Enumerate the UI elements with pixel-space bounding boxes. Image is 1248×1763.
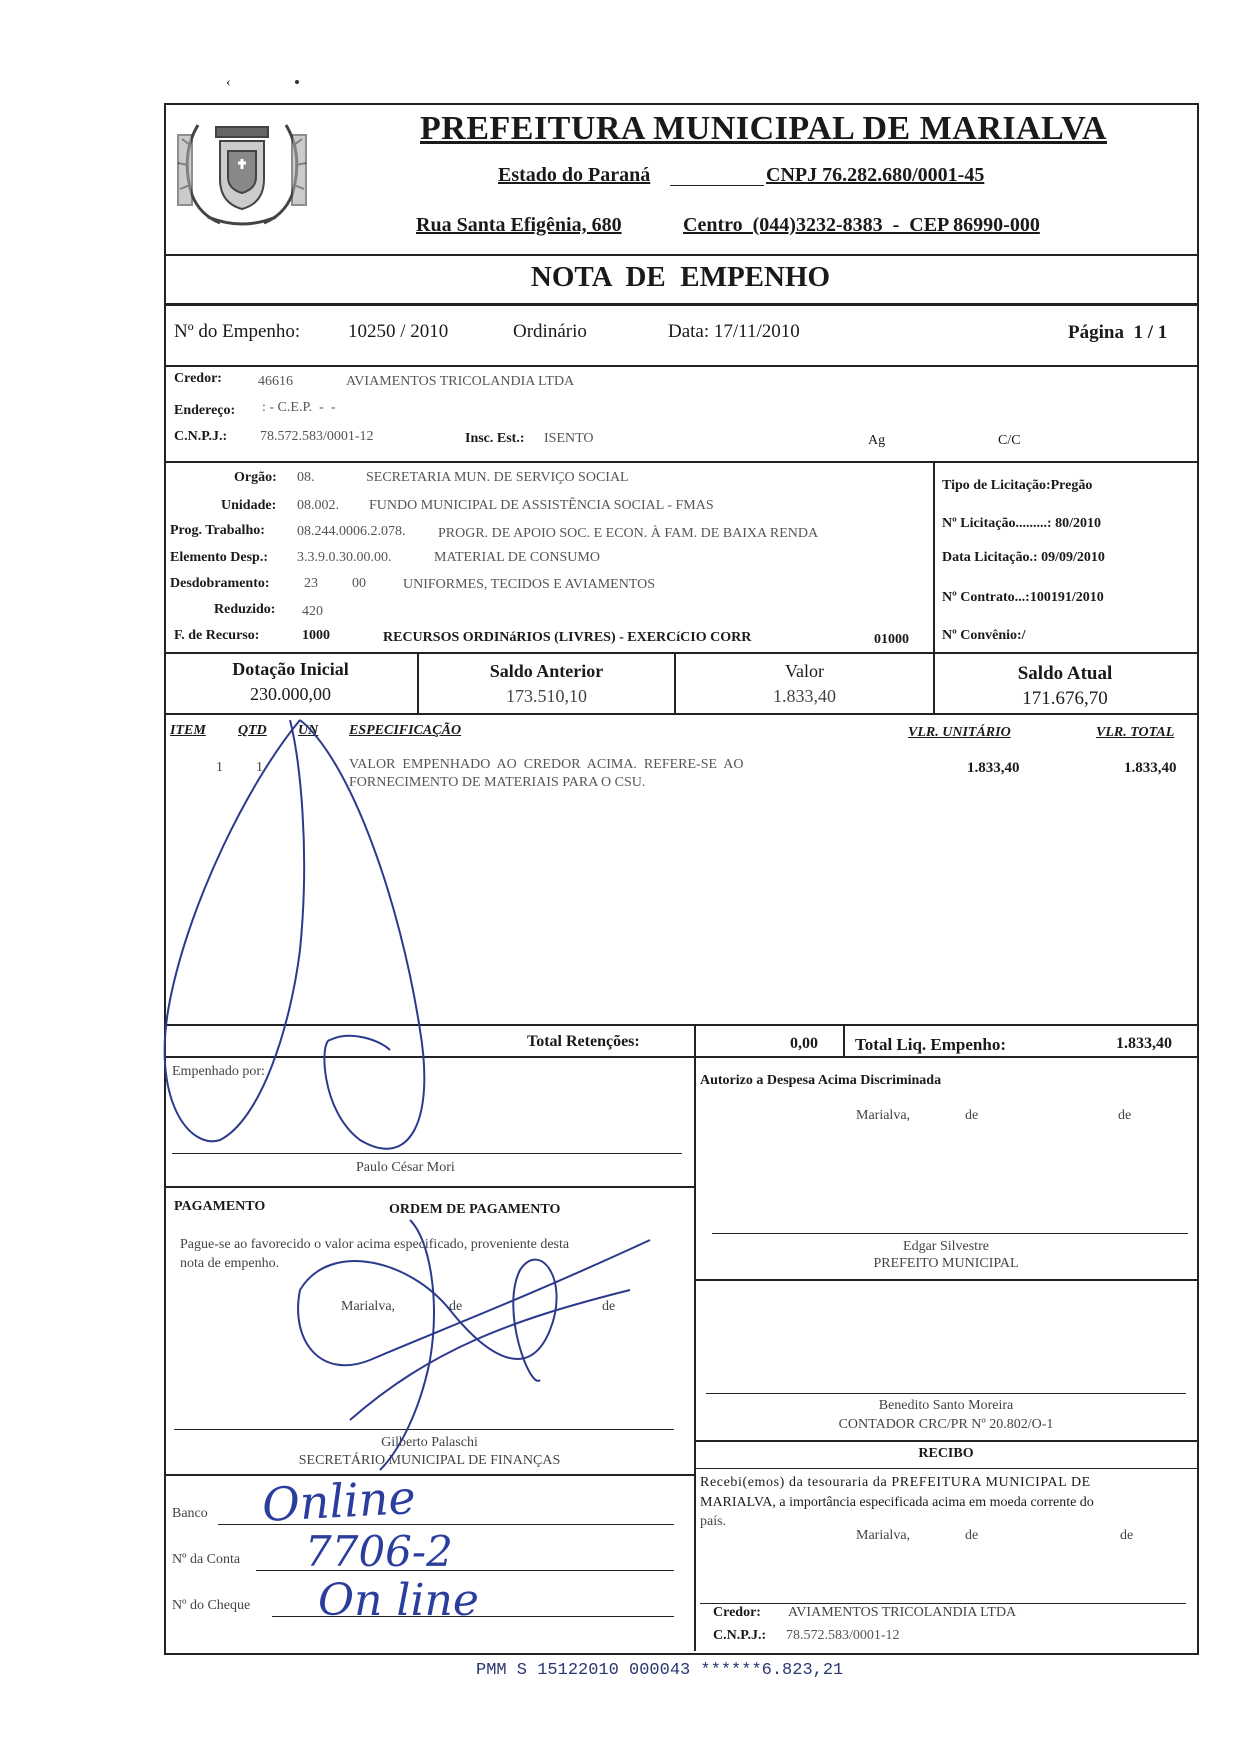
retencoes-value: 0,00 (790, 1035, 818, 1052)
pagamento-label: PAGAMENTO (174, 1199, 266, 1214)
pagamento-text-1: Pague-se ao favorecido o valor acima especificado, proveniente desta (180, 1237, 570, 1252)
empenhado-name: Paulo César Mori (356, 1160, 455, 1175)
empenho-date: Data: 17/11/2010 (668, 321, 800, 342)
divider (164, 254, 1197, 256)
credor-name: AVIAMENTOS TRICOLANDIA LTDA (346, 374, 575, 389)
autorizo-city: Marialva, (856, 1108, 911, 1123)
prefeito-name: Edgar Silvestre (903, 1239, 989, 1254)
cheque-label: Nº do Cheque (172, 1598, 251, 1613)
item-number: 1 (216, 760, 223, 775)
coat-of-arms-icon (168, 105, 316, 240)
licitacao-divider (933, 461, 935, 653)
empenho-label: Nº do Empenho: (174, 321, 301, 342)
contador-name: Benedito Santo Moreira (878, 1398, 1014, 1413)
footer-code: PMM S 15122010 000043 ******6.823,21 (476, 1661, 844, 1680)
desdobramento-name: UNIFORMES, TECIDOS E AVIAMENTOS (403, 577, 656, 592)
orgao-code: 08. (297, 470, 315, 485)
elemento-label: Elemento Desp.: (170, 550, 268, 565)
recibo-text-1: Recebi(emos) da tesouraria da PREFEITURA MUNICIPAL DE (700, 1475, 1091, 1490)
divider (694, 1468, 1197, 1469)
conta-label: Nº da Conta (172, 1552, 241, 1567)
sign-line (712, 1233, 1188, 1234)
autorizo-label: Autorizo a Despesa Acima Discriminada (700, 1073, 942, 1088)
banco-label: Banco (172, 1506, 208, 1521)
unidade-label: Unidade: (221, 498, 277, 513)
insc-label: Insc. Est.: (465, 431, 525, 446)
insc-value: ISENTO (544, 431, 594, 446)
contador-title: CONTADOR CRC/PR Nº 20.802/O-1 (838, 1417, 1054, 1432)
item-qtd: 1 (256, 760, 263, 775)
saldo-atual-label: Saldo Atual (1017, 663, 1113, 684)
page-number: Página 1 / 1 (1068, 322, 1168, 343)
prog-name: PROGR. DE APOIO SOC. E ECON. À FAM. DE BAIXA RENDA (438, 526, 819, 541)
divider (694, 1279, 1197, 1281)
unidade-code: 08.002. (297, 498, 339, 513)
pagamento-city: Marialva, (341, 1299, 396, 1314)
recurso-code2: 01000 (874, 632, 909, 647)
col-especificacao: ESPECIFICAÇÃO (349, 723, 462, 738)
recibo-text-2: MARIALVA, a importância especificada acima em moeda corrente do (700, 1495, 1094, 1510)
address-value: : - C.E.P. - - (262, 400, 336, 415)
recibo-de1: de (965, 1528, 979, 1543)
autorizo-de1: de (965, 1108, 979, 1123)
reduzido-label: Reduzido: (214, 602, 276, 617)
recibo-title: RECIBO (918, 1446, 974, 1461)
numero-licitacao: Nº Licitação.........: 80/2010 (942, 516, 1101, 531)
empenhado-label: Empenhado por: (172, 1064, 265, 1079)
address-label: Endereço: (174, 403, 236, 418)
signature-pagamento (290, 1180, 670, 1480)
pagamento-de2: de (602, 1299, 616, 1314)
col-vlr-total: VLR. TOTAL (1096, 725, 1175, 740)
sign-line (700, 1603, 1186, 1604)
empenho-number: 10250 / 2010 (348, 321, 449, 342)
divider (694, 1440, 1197, 1442)
col-item: ITEM (170, 723, 206, 738)
secretario-title: SECRETÁRIO MUNICIPAL DE FINANÇAS (298, 1453, 561, 1468)
header-state-underline (670, 185, 764, 186)
elemento-code: 3.3.9.0.30.00.00. (297, 550, 392, 565)
desdobramento-code2: 00 (352, 576, 366, 591)
numero-contrato: Nº Contrato...:100191/2010 (942, 590, 1104, 605)
dotacao-value: 230.000,00 (250, 684, 331, 704)
liquido-value: 1.833,40 (1116, 1035, 1172, 1052)
item-total-value: 1.833,40 (1124, 760, 1177, 776)
orgao-name: SECRETARIA MUN. DE SERVIÇO SOCIAL (366, 470, 629, 485)
divider (164, 303, 1197, 306)
desdobramento-code1: 23 (304, 576, 318, 591)
empenho-type: Ordinário (513, 321, 587, 342)
divider (164, 365, 1197, 367)
ordem-pagamento-label: ORDEM DE PAGAMENTO (389, 1202, 561, 1217)
recibo-city: Marialva, (856, 1528, 911, 1543)
credor-label: Credor: (174, 371, 222, 386)
item-spec-line1: VALOR EMPENHADO AO CREDOR ACIMA. REFERE-SE AO (349, 757, 744, 772)
data-licitacao: Data Licitação.: 09/09/2010 (942, 550, 1105, 565)
sign-line (706, 1393, 1186, 1394)
stray-mark: ‹ (226, 75, 231, 90)
elemento-name: MATERIAL DE CONSUMO (434, 550, 600, 565)
desdobramento-label: Desdobramento: (170, 576, 270, 591)
valor-value: 1.833,40 (773, 686, 836, 706)
col-vlr-unitario: VLR. UNITÁRIO (908, 725, 1011, 740)
header-address: Rua Santa Efigênia, 680 (416, 214, 622, 236)
recurso-name: RECURSOS ORDINáRIOS (LIVRES) - EXERCíCIO CORR (383, 630, 752, 645)
pagamento-text-2: nota de empenho. (180, 1256, 280, 1271)
cnpj-label: C.N.P.J.: (174, 429, 228, 444)
totals-divider (694, 1024, 696, 1056)
reduzido-value: 420 (302, 604, 323, 619)
cc-label: C/C (998, 433, 1021, 448)
prefeito-title: PREFEITO MUNICIPAL (873, 1256, 1019, 1271)
dotacao-label: Dotação Inicial (232, 659, 349, 679)
stray-dot (295, 80, 299, 84)
recibo-cnpj: 78.572.583/0001-12 (786, 1628, 900, 1643)
saldo-atual-value: 171.676,70 (1022, 688, 1108, 709)
col-un: UN (298, 723, 319, 738)
handwritten-cheque: On line (318, 1575, 479, 1626)
cnpj-value: 78.572.583/0001-12 (260, 429, 374, 444)
header-cnpj: CNPJ 76.282.680/0001-45 (766, 164, 985, 186)
header-state: Estado do Paraná (498, 164, 651, 186)
recibo-de2: de (1120, 1528, 1134, 1543)
unidade-name: FUNDO MUNICIPAL DE ASSISTÊNCIA SOCIAL - FMAS (369, 498, 714, 513)
credor-code: 46616 (258, 374, 293, 389)
header-district-phone: Centro (044)3232-8383 - CEP 86990-000 (683, 214, 1040, 236)
prog-label: Prog. Trabalho: (170, 523, 265, 538)
handwritten-banco: Online (260, 1470, 417, 1532)
recurso-label: F. de Recurso: (174, 628, 260, 643)
recibo-credor-label: Credor: (713, 1605, 761, 1620)
autorizo-de2: de (1118, 1108, 1132, 1123)
recibo-cnpj-label: C.N.P.J.: (713, 1628, 767, 1643)
header-title: PREFEITURA MUNICIPAL DE MARIALVA (420, 110, 1107, 147)
recibo-credor: AVIAMENTOS TRICOLANDIA LTDA (788, 1605, 1017, 1620)
item-spec-line2: FORNECIMENTO DE MATERIAIS PARA O CSU. (349, 775, 646, 790)
pagamento-de1: de (449, 1299, 463, 1314)
saldo-anterior-value: 173.510,10 (506, 686, 587, 706)
saldo-anterior-label: Saldo Anterior (489, 661, 604, 681)
recurso-code: 1000 (302, 628, 330, 643)
divider (164, 652, 1197, 654)
retencoes-label: Total Retenções: (527, 1033, 640, 1050)
col-qtd: QTD (238, 723, 267, 738)
signature-empenhado (150, 700, 490, 1180)
valor-label: Valor (785, 661, 824, 681)
prog-code: 08.244.0006.2.078. (297, 524, 406, 539)
totals-divider (843, 1024, 845, 1056)
lower-split (694, 1056, 696, 1651)
divider (164, 461, 1197, 463)
document-title: NOTA DE EMPENHO (530, 261, 831, 293)
item-unit-value: 1.833,40 (967, 760, 1020, 776)
liquido-label: Total Liq. Empenho: (855, 1035, 1006, 1054)
numero-convenio: Nº Convênio:/ (942, 628, 1026, 643)
ag-label: Ag (868, 433, 886, 448)
secretario-name: Gilberto Palaschi (381, 1435, 478, 1450)
orgao-label: Orgão: (234, 470, 277, 485)
handwritten-conta: 7706-2 (305, 1527, 453, 1576)
tipo-licitacao: Tipo de Licitação:Pregão (942, 478, 1093, 493)
recibo-text-3: país. (700, 1514, 727, 1529)
